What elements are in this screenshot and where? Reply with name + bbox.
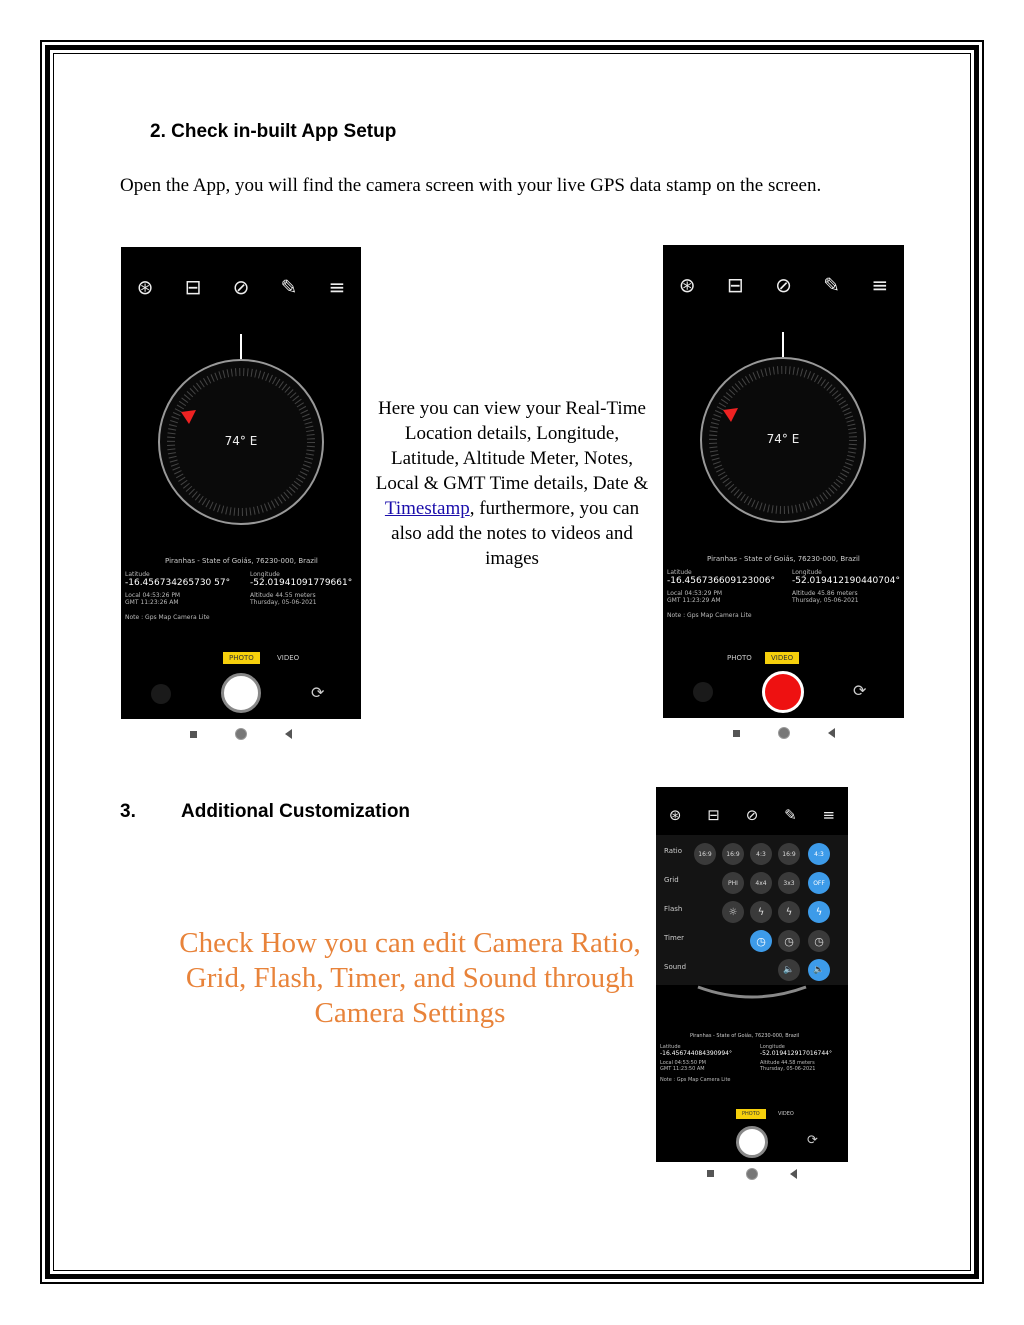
grid-row-label: Grid [664,876,679,884]
flash-row-label: Flash [664,905,683,913]
switch-camera-icon[interactable]: ⟳ [807,1133,818,1148]
longitude-label: Longitude [760,1044,785,1050]
date: Thursday, 05-06-2021 [760,1066,816,1072]
section-3-number: 3. [120,801,136,822]
grid-option[interactable]: PHI [722,872,744,894]
switch-camera-icon[interactable]: ⟳ [311,683,325,702]
timestamp-link[interactable]: Timestamp [384,498,470,519]
compass-dial [683,330,883,530]
timer-option[interactable]: ◷ [778,930,800,952]
ratio-option[interactable]: 16:9 [722,843,744,865]
phone-screenshot-video [663,245,904,743]
sound-option[interactable]: 🔈 [778,959,800,981]
settings-panel [656,835,848,985]
longitude-value: -52.019412190440704° [792,576,900,586]
flash-option[interactable]: ϟ [750,901,772,923]
settings-sliders-icon: ≡ [822,806,836,824]
latitude-value: -16.456744084390994° [660,1050,732,1057]
gmt-time: GMT 11:23:50 AM [660,1066,705,1072]
compass-icon: ⊘ [232,275,250,299]
back-icon[interactable] [285,729,292,739]
location-stamp [667,555,900,619]
camera-toolbar [663,245,904,325]
android-nav-bar [663,718,904,743]
aperture-icon: ⊛ [136,275,154,299]
latitude-label: Latitude [125,571,150,578]
home-icon[interactable] [778,727,790,739]
ratio-option[interactable]: 16:9 [694,843,716,865]
switch-camera-icon[interactable]: ⟳ [853,681,867,700]
back-icon[interactable] [828,728,835,738]
gallery-thumbnail[interactable] [151,684,171,704]
android-nav-bar [656,1162,848,1185]
section-2-description: Here you can view your Real-Time Location details, Longitude, Latitude, Altitude Meter, Notes, Local & GMT Time details, Date & Timestamp, furthermore, you can also add the notes to videos and images [375,398,649,569]
note-line: Note : Gps Map Camera Lite [660,1077,731,1083]
note-line: Note : Gps Map Camera Lite [125,614,210,621]
longitude-label: Longitude [250,571,280,578]
home-icon[interactable] [746,1168,758,1180]
grid-option[interactable]: 3x3 [778,872,800,894]
video-mode-tab[interactable]: VIDEO [765,652,799,664]
ratio-option[interactable]: 16:9 [778,843,800,865]
photo-mode-tab[interactable]: PHOTO [736,1109,766,1119]
compass-dial [141,332,341,532]
settings-sliders-icon: ≡ [328,275,346,299]
latitude-label: Latitude [667,569,692,576]
layout-icon: ⊟ [184,275,202,299]
edit-icon: ✎ [784,806,797,824]
longitude-value: -52.01941091779661° [250,578,353,588]
aperture-icon: ⊛ [678,273,696,297]
grid-option-selected[interactable]: OFF [808,872,830,894]
gmt-time: GMT 11:23:26 AM [125,599,179,606]
recents-icon[interactable] [190,731,197,738]
address-line: Piranhas - State of Goiás, 76230-000, Brazil [707,555,860,563]
grid-option[interactable]: 4x4 [750,872,772,894]
shutter-button[interactable] [221,673,261,713]
camera-toolbar [121,247,361,327]
timer-option[interactable]: ◷ [808,930,830,952]
back-icon[interactable] [790,1169,797,1179]
latitude-value: -16.456734265730 57° [125,578,231,588]
timer-option-selected[interactable]: ◷ [750,930,772,952]
section-3-highlight: Check How you can edit Camera Ratio, Grid, Flash, Timer, and Sound through Camera Settings [179,927,641,1029]
home-icon[interactable] [235,728,247,740]
longitude-label: Longitude [792,569,822,576]
video-mode-tab[interactable]: VIDEO [778,1111,794,1117]
longitude-value: -52.019412917016744° [760,1050,832,1057]
ratio-row-label: Ratio [664,847,682,855]
phone-screenshot-photo [121,247,361,744]
altitude: Altitude 44.58 meters [760,1060,815,1066]
local-time: Local 04:53:29 PM [667,590,723,597]
gmt-time: GMT 11:23:29 AM [667,597,721,604]
recents-icon[interactable] [707,1170,714,1177]
address-line: Piranhas - State of Goiás, 76230-000, Brazil [690,1033,800,1039]
edit-icon: ✎ [280,275,298,299]
sound-row-label: Sound [664,963,687,971]
flash-option-selected[interactable]: ϟ [808,901,830,923]
layout-icon: ⊟ [726,273,744,297]
heading-readout: 74° E [766,432,800,446]
compass-icon: ⊘ [775,273,792,297]
section-2-intro: Open the App, you will find the camera screen with your live GPS data stamp on the screen. [120,175,822,196]
location-stamp [125,557,357,621]
video-mode-tab[interactable]: VIDEO [277,654,300,662]
photo-mode-tab[interactable]: PHOTO [727,654,752,662]
section-2-heading: 2. Check in-built App Setup [150,121,397,142]
altitude: Altitude 44.55 meters [250,592,316,599]
gallery-thumbnail[interactable] [693,682,713,702]
compass-icon: ⊘ [745,806,759,824]
phone-screenshot-settings [656,787,848,1185]
compass-dial-partial [696,985,808,1005]
sound-option-selected[interactable]: 🔈 [808,959,830,981]
note-line: Note : Gps Map Camera Lite [667,612,752,619]
date: Thursday, 05-06-2021 [250,599,317,606]
latitude-value: -16.456736609123006° [667,576,775,586]
aperture-icon: ⊛ [668,806,682,824]
flash-option[interactable]: ☼ [722,901,744,923]
flash-option[interactable]: ϟ [778,901,800,923]
section-3-heading: Additional Customization [181,801,411,822]
location-stamp [660,1033,844,1083]
altitude: Altitude 45.86 meters [792,590,858,597]
photo-mode-tab[interactable]: PHOTO [223,652,260,664]
local-time: Local 04:53:26 PM [125,592,181,599]
edit-icon: ✎ [823,273,841,297]
timer-row-label: Timer [664,934,685,942]
android-nav-bar [121,719,361,744]
record-button[interactable] [762,671,804,713]
ratio-option-selected[interactable]: 4:3 [808,843,830,865]
address-line: Piranhas - State of Goiás, 76230-000, Brazil [165,557,318,565]
local-time: Local 04:53:50 PM [660,1060,706,1066]
ratio-option[interactable]: 4:3 [750,843,772,865]
shutter-button[interactable] [736,1126,768,1158]
heading-readout: 74° E [224,434,258,448]
latitude-label: Latitude [660,1044,681,1050]
date: Thursday, 05-06-2021 [792,597,859,604]
recents-icon[interactable] [733,730,740,737]
layout-icon: ⊟ [707,806,720,824]
settings-sliders-icon: ≡ [871,273,889,297]
